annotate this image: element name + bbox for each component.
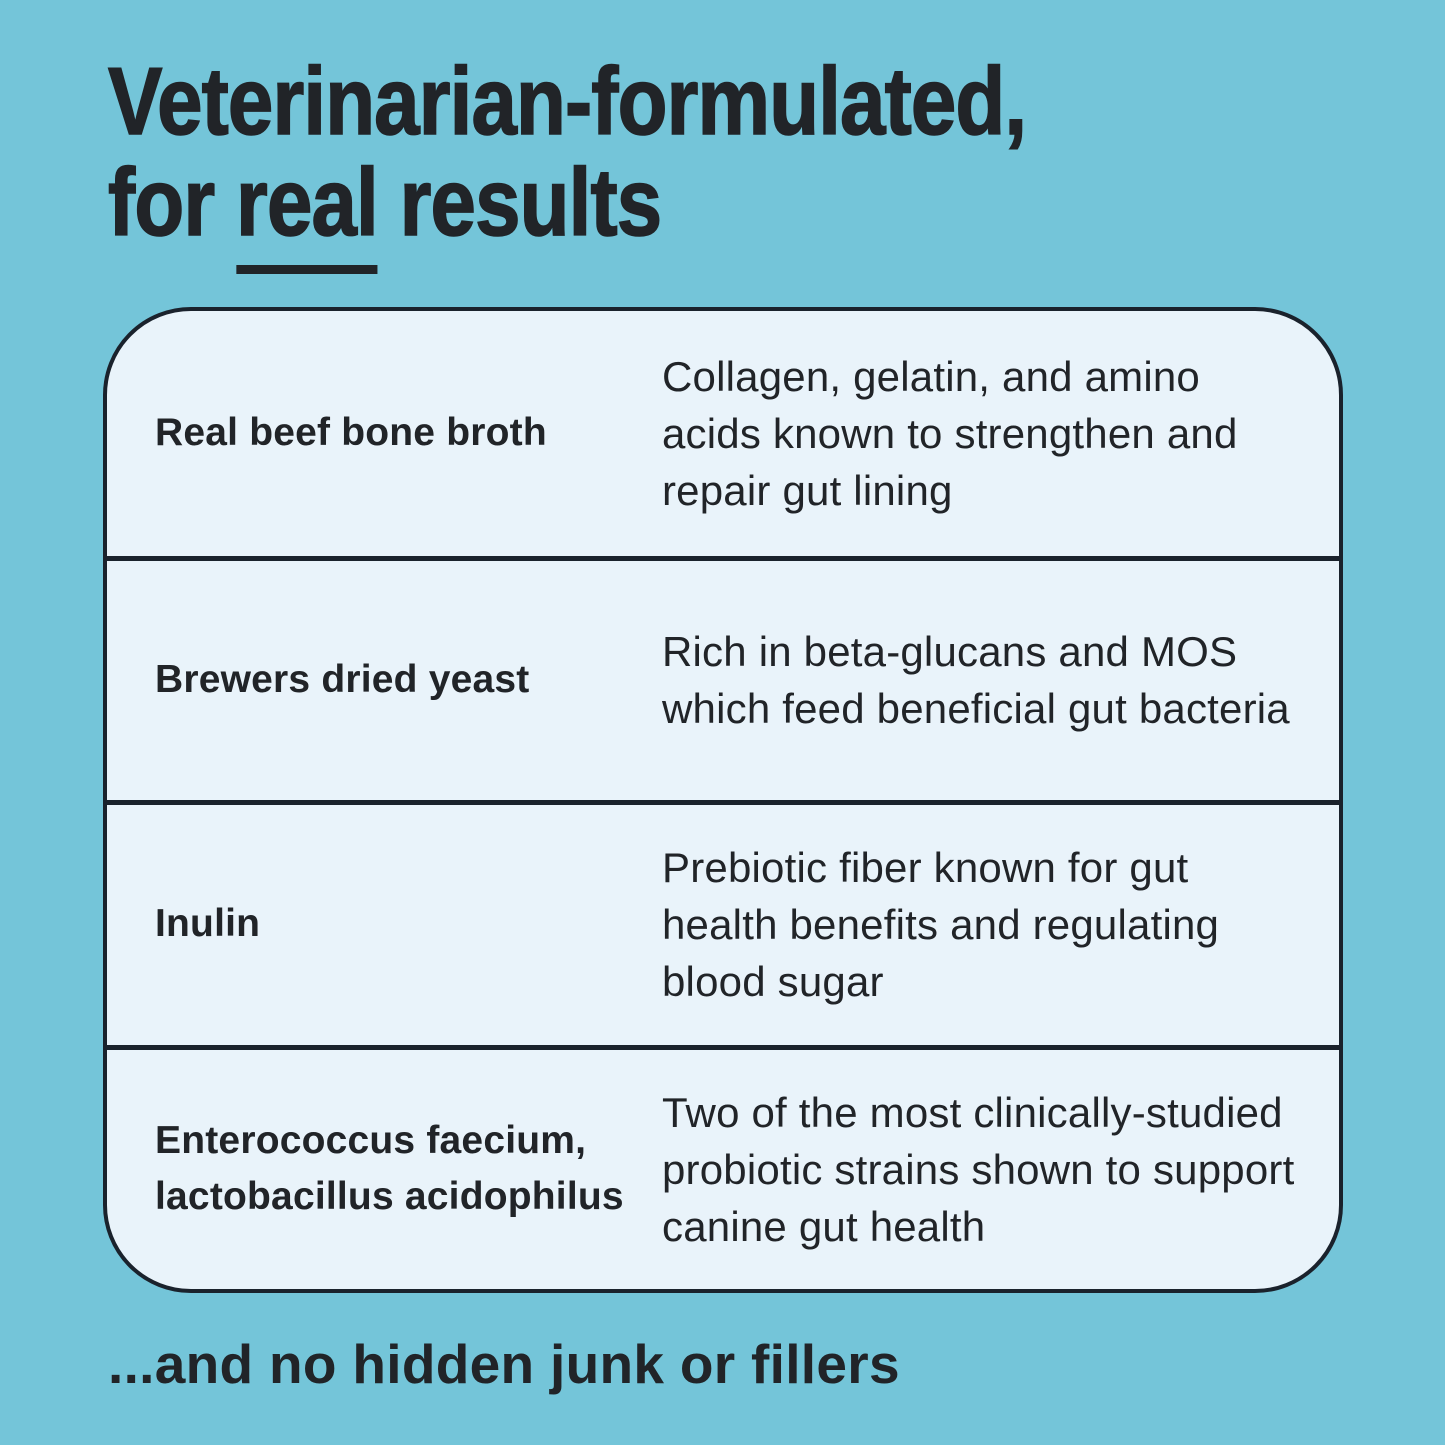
table-row (107, 311, 1339, 556)
table-row (107, 556, 1339, 801)
page-title (108, 48, 1027, 256)
ingredient-description: Two of the most clinically-studied probiotic strains shown to support canine gut health (662, 1088, 1295, 1250)
page-title-line1: Veterinarian-formulated, (108, 48, 1027, 155)
ingredient-description: Rich in beta-glucans and MOS which feed beneficial gut bacteria (662, 628, 1290, 733)
ingredient-description: Collagen, gelatin, and amino acids known to strengthen and repair gut lining (662, 352, 1238, 514)
ingredient-name: Brewers dried yeast (155, 657, 530, 701)
page-title-underlined-word: real (236, 149, 378, 274)
ingredient-name: Real beef bone broth (155, 410, 547, 454)
ingredient-description: Prebiotic fiber known for gut health benefits and regulating blood sugar (662, 844, 1220, 1006)
ingredients-table (103, 307, 1343, 1293)
page-title-line2-prefix: for (108, 148, 237, 256)
ingredient-name: Inulin (155, 902, 261, 946)
page-title-line2-suffix: results (377, 148, 662, 256)
table-row (107, 800, 1339, 1045)
footer-note: ...and no hidden junk or fillers (108, 1333, 900, 1395)
table-row (107, 1045, 1339, 1290)
ingredient-name: Enterococcus faecium, lactobacillus acidophilus (155, 1118, 624, 1219)
